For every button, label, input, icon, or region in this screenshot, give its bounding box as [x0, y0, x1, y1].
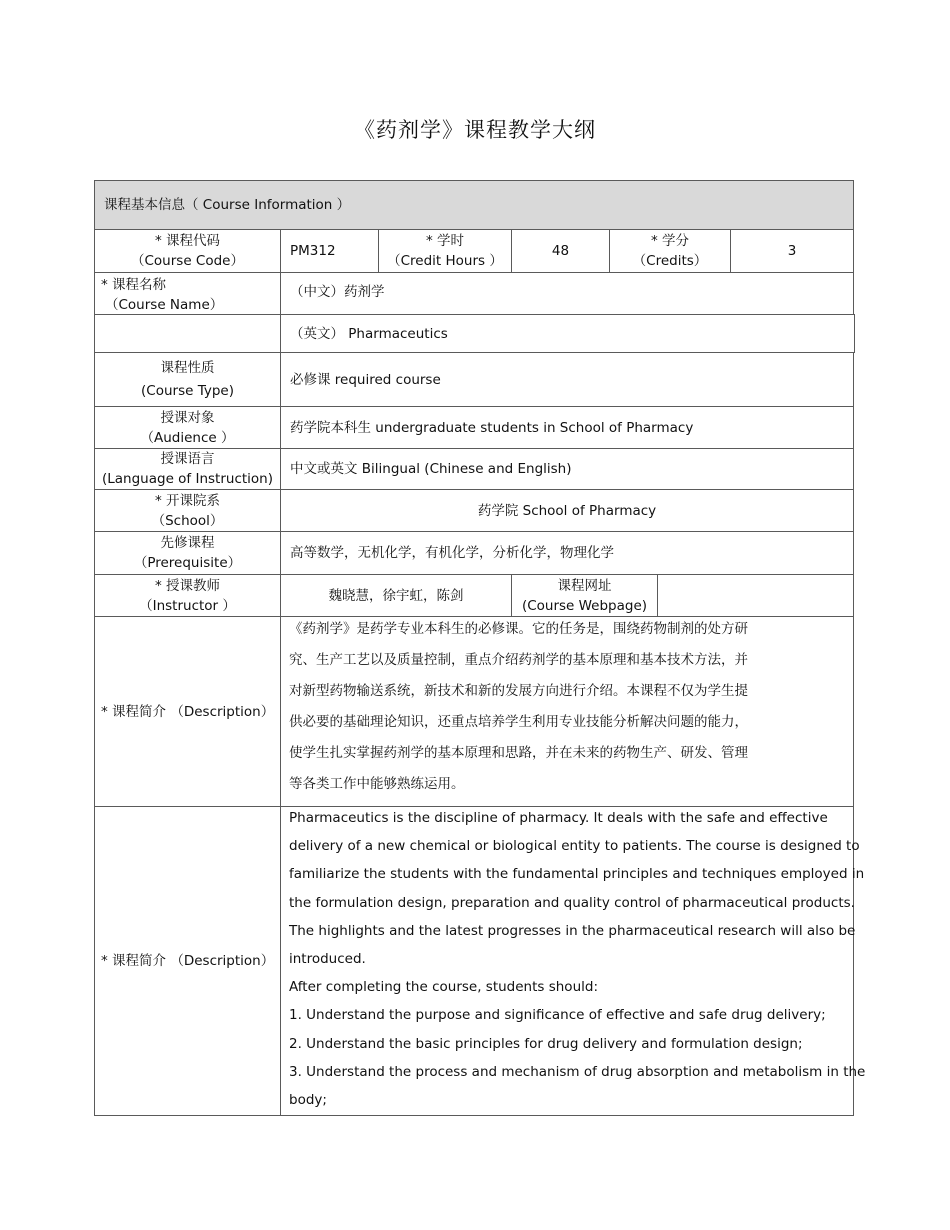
school-label: [94, 489, 281, 532]
language-label-cn: 授课语言: [160, 451, 215, 467]
description-en-label: * 课程简介 （Description）: [94, 806, 281, 1116]
section-header: 课程基本信息（ Course Information ）: [94, 180, 854, 230]
language-label: [94, 448, 281, 490]
page-title: 《药剂学》课程教学大纲: [354, 118, 596, 142]
credit-hours-label-cn: * 学时: [425, 233, 465, 249]
audience-label-cn: 授课对象: [160, 409, 215, 426]
course-name-blank: [94, 314, 281, 353]
credits-label-en: （Credits）: [632, 253, 708, 269]
course-type-label-cn: 课程性质: [160, 359, 215, 376]
audience-label: [94, 406, 281, 449]
description-cn-line: 使学生扎实掌握药剂学的基本原理和思路，并在未来的药物生产、研发、管理: [289, 745, 748, 761]
webpage-label-en: (Course Webpage): [521, 597, 648, 614]
language-label-en: (Language of Instruction): [101, 471, 273, 487]
description-cn-line: 供必要的基础理论知识，还重点培养学生利用专业技能分析解决问题的能力，: [289, 714, 748, 730]
school-label-cn: * 开课院系: [154, 492, 221, 509]
course-code-label: [94, 229, 281, 273]
description-cn-line: 等各类工作中能够熟练运用。: [289, 776, 465, 792]
description-cn-line: 究、生产工艺以及质量控制，重点介绍药剂学的基本原理和基本技术方法，并: [289, 652, 748, 668]
credits-label: [609, 229, 731, 273]
description-en-line: 2. Understand the basic principles for drug delivery and formulation design;: [289, 1035, 803, 1052]
credit-hours-label-en: （Credit Hours ）: [387, 253, 503, 269]
course-name-label-cn: * 课程名称: [101, 277, 167, 293]
description-en-line: Pharmaceutics is the discipline of pharmacy. It deals with the safe and effective: [289, 810, 828, 826]
course-name-cn: （中文）药剂学: [280, 272, 854, 315]
description-cn-line: 对新型药物输送系统，新技术和新的发展方向进行介绍。本课程不仅为学生提: [289, 683, 748, 699]
description-en-line: The highlights and the latest progresses in the pharmaceutical research will also be: [289, 922, 856, 939]
webpage-label-cn: 课程网址: [557, 577, 612, 594]
instructor-label: [94, 574, 281, 617]
language-value: 中文或英文 Bilingual (Chinese and English): [280, 448, 854, 490]
instructor-label-cn: * 授课教师: [154, 577, 221, 594]
course-name-label-en: （Course Name）: [105, 297, 224, 313]
course-type-label: [94, 352, 281, 407]
credits-value: 3: [730, 229, 854, 273]
audience-label-en: （Audience ）: [140, 429, 235, 446]
course-code-label-cn: * 课程代码: [154, 233, 221, 249]
school-value: 药学院 School of Pharmacy: [280, 489, 854, 532]
course-code-label-en: （Course Code）: [131, 253, 244, 269]
description-cn-text: [289, 614, 841, 800]
description-en-text: [289, 804, 866, 1114]
instructor-label-en: （Instructor ）: [139, 597, 236, 614]
webpage-label: [511, 574, 658, 617]
description-en-line: familiarize the students with the fundamental principles and techniques employed in: [289, 866, 865, 883]
credits-label-cn: * 学分: [650, 233, 690, 249]
school-label-en: （School）: [151, 512, 224, 529]
prerequisite-value: 高等数学，无机化学，有机化学，分析化学，物理化学: [280, 531, 854, 575]
description-cn-label: * 课程简介 （Description）: [94, 616, 281, 807]
description-en-line: delivery of a new chemical or biological entity to patients. The course is designed to: [289, 838, 860, 855]
credit-hours-label: [378, 229, 512, 273]
course-name-label: [94, 272, 281, 315]
instructor-value: 魏晓慧，徐宇虹，陈剑: [280, 574, 512, 617]
prerequisite-label-en: （Prerequisite）: [133, 555, 242, 571]
description-en-line: body;: [289, 1091, 327, 1108]
description-en-line: introduced.: [289, 950, 366, 967]
course-name-en: （英文） Pharmaceutics: [280, 314, 855, 353]
course-code-value: PM312: [280, 229, 379, 273]
prerequisite-label: [94, 531, 281, 575]
description-en-line: 1. Understand the purpose and significance of effective and safe drug delivery;: [289, 1007, 826, 1024]
course-type-value: 必修课 required course: [280, 352, 854, 407]
webpage-value[interactable]: [657, 574, 854, 617]
description-en-line: the formulation design, preparation and quality control of pharmaceutical products.: [289, 894, 855, 911]
description-cn-line: 《药剂学》是药学专业本科生的必修课。它的任务是，围绕药物制剂的处方研: [289, 621, 748, 637]
description-en-line: 3. Understand the process and mechanism of drug absorption and metabolism in the: [289, 1063, 866, 1080]
prerequisite-label-cn: 先修课程: [160, 535, 215, 551]
credit-hours-value: 48: [511, 229, 610, 273]
audience-value: 药学院本科生 undergraduate students in School of Pharmacy: [280, 406, 854, 449]
course-type-label-en: (Course Type): [141, 382, 234, 399]
description-en-line: After completing the course, students should:: [289, 979, 598, 996]
